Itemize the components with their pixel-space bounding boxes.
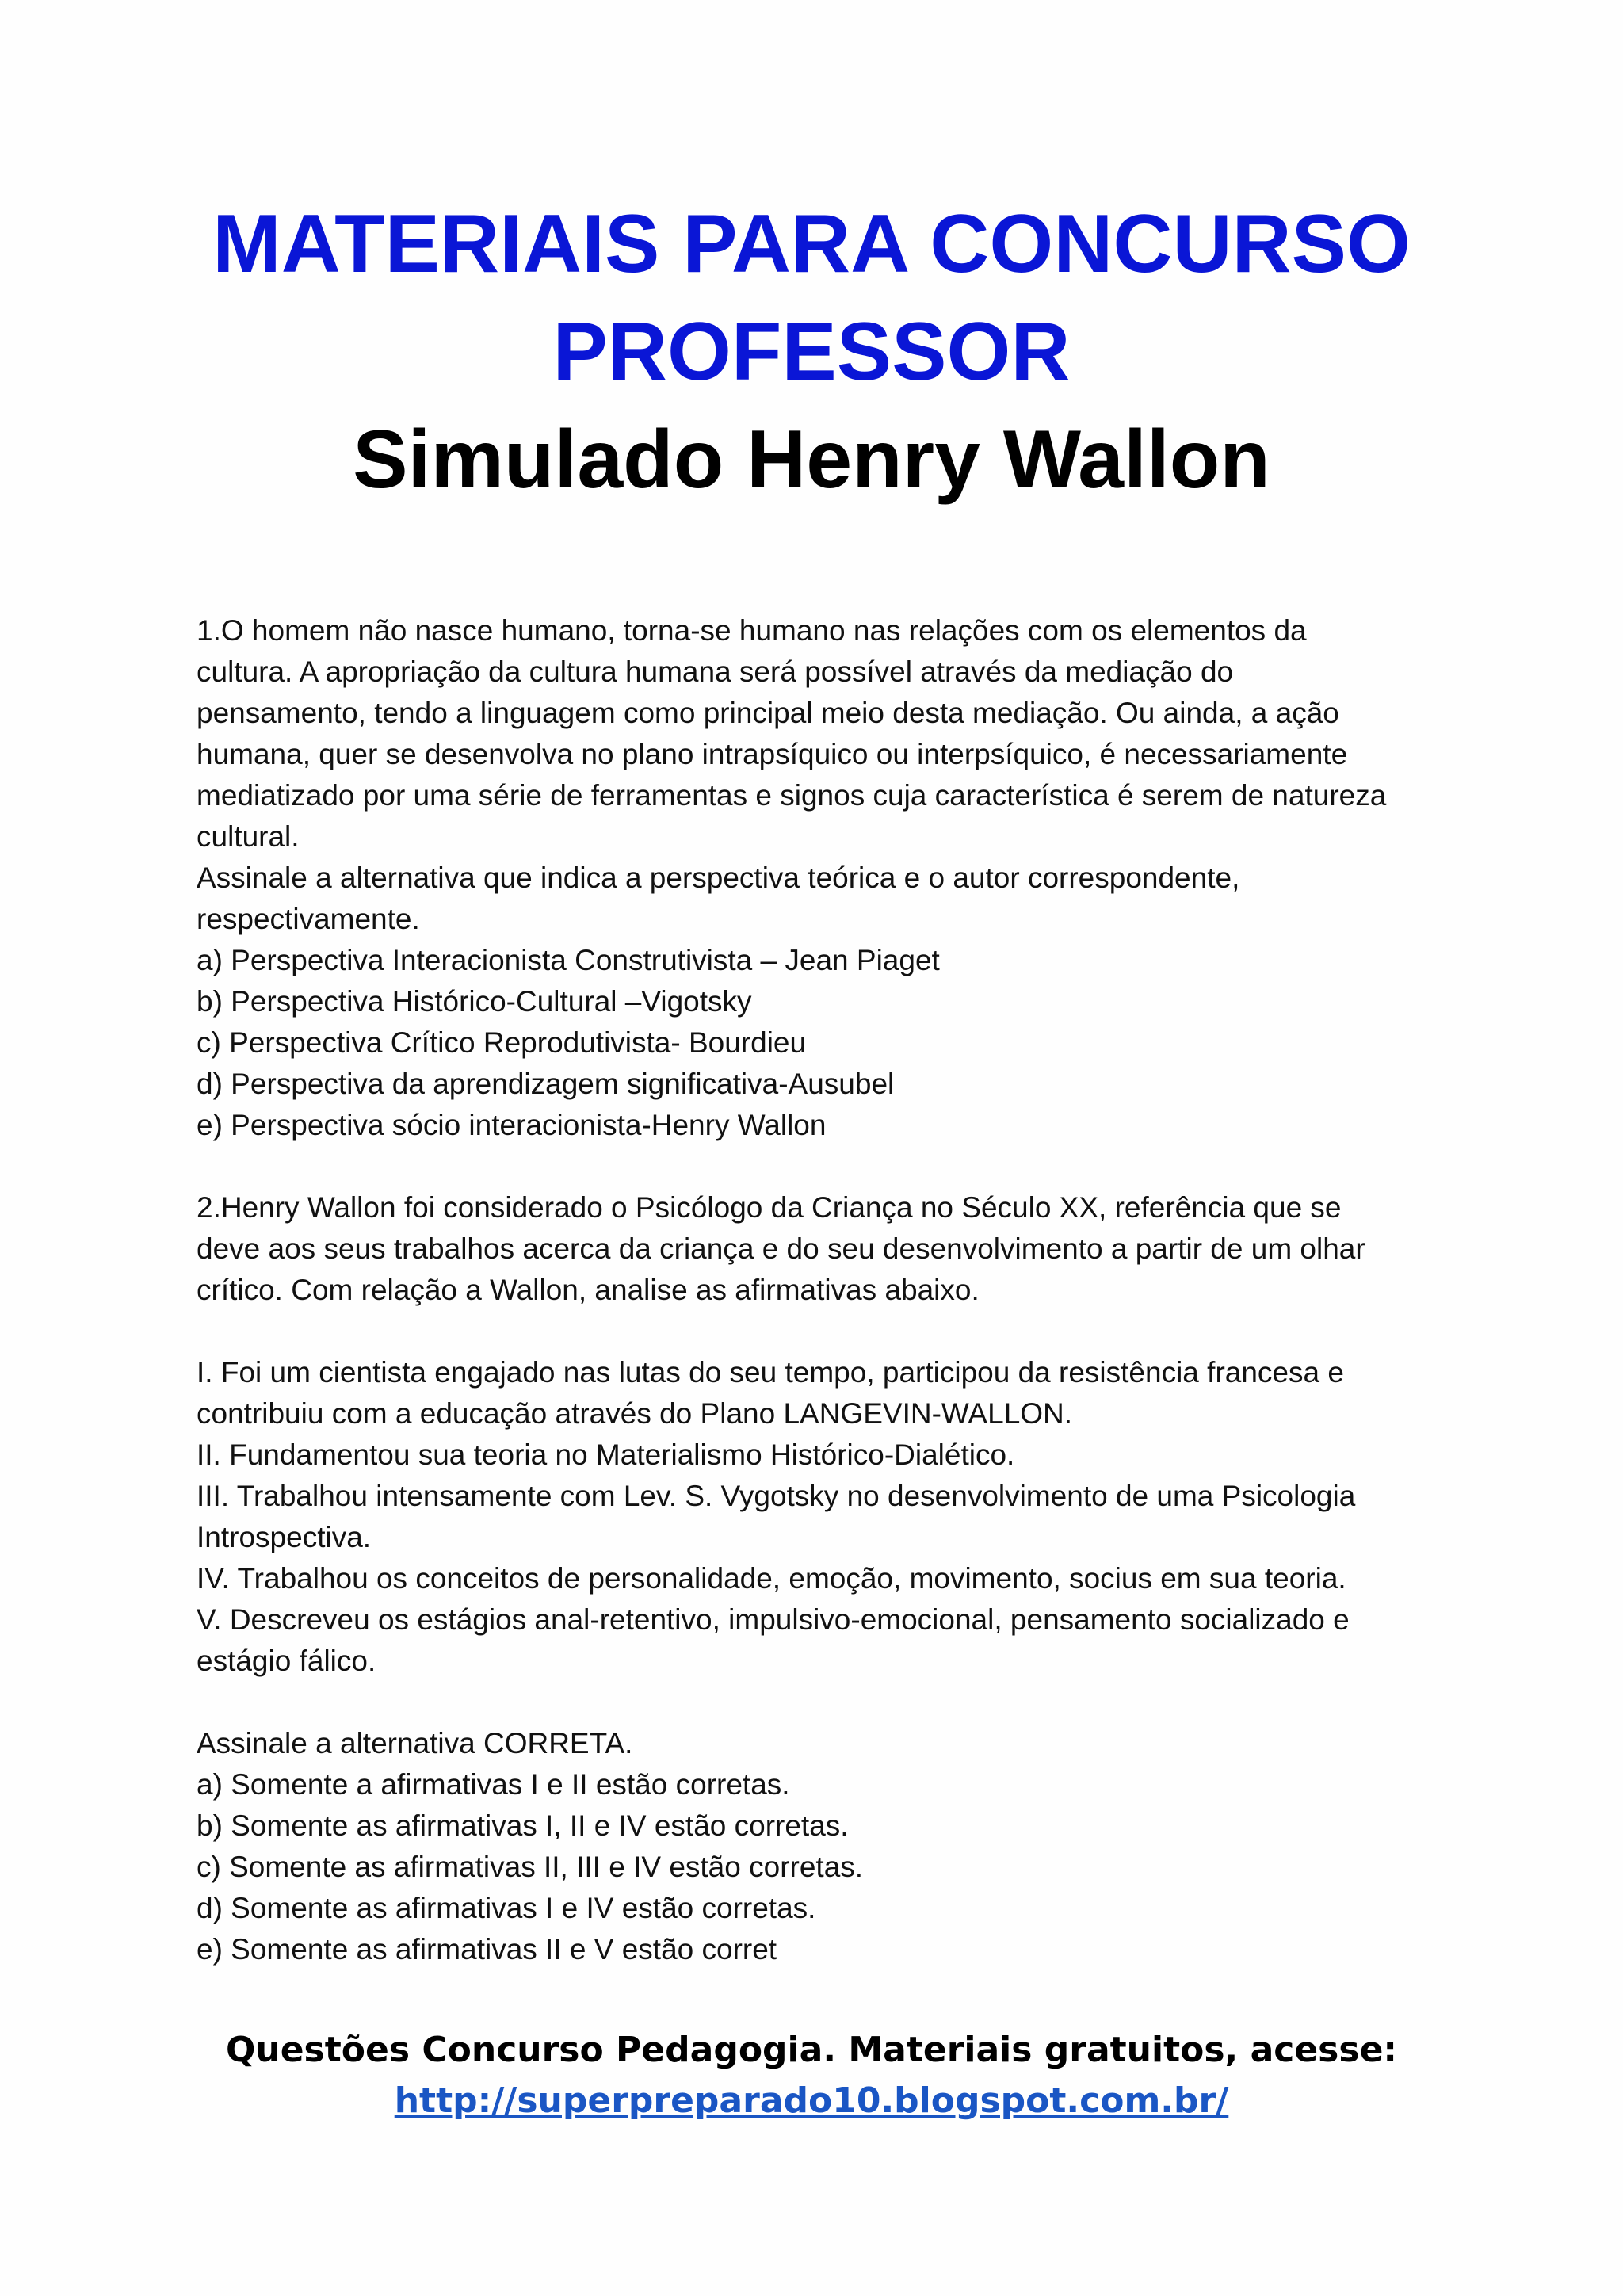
question-1-option-b: b) Perspectiva Histórico-Cultural –Vigotsky	[197, 985, 752, 1018]
question-2-line: crítico. Com relação a Wallon, analise as afirmativas abaixo.	[197, 1274, 980, 1306]
statement-line: III. Trabalhou intensamente com Lev. S. Vygotsky no desenvolvimento de uma Psicologia	[197, 1480, 1356, 1512]
statement-line: Introspectiva.	[197, 1521, 372, 1553]
question-2-option-c: c) Somente as afirmativas II, III e IV estão corretas.	[197, 1851, 864, 1883]
document-body	[197, 610, 1449, 1970]
question-1-line: Assinale a alternativa que indica a perspectiva teórica e o autor correspondente,	[197, 861, 1240, 894]
question-1-option-a: a) Perspectiva Interacionista Construtivista – Jean Piaget	[197, 944, 940, 976]
paragraph-gap	[197, 1311, 1449, 1352]
question-2-option-b: b) Somente as afirmativas I, II e IV estão corretas.	[197, 1809, 849, 1842]
question-1-line: cultura. A apropriação da cultura humana será possível através da mediação do	[197, 655, 1234, 688]
statement-line: IV. Trabalhou os conceitos de personalidade, emoção, movimento, socius em sua teoria.	[197, 1562, 1346, 1595]
page-subtitle: Simulado Henry Wallon	[353, 414, 1270, 506]
question-2-line: 2.Henry Wallon foi considerado o Psicólogo da Criança no Século XX, referência que se	[197, 1191, 1342, 1224]
footer-text: Questões Concurso Pedagogia. Materiais gratuitos, acesse:	[225, 2030, 1398, 2070]
title-block	[0, 190, 1623, 514]
footer-link[interactable]: http://superpreparado10.blogspot.com.br/	[394, 2080, 1229, 2121]
question-2-option-e: e) Somente as afirmativas II e V estão corret	[197, 1933, 777, 1966]
statement-line: I. Foi um cientista engajado nas lutas do seu tempo, participou da resistência francesa e	[197, 1356, 1344, 1389]
statement-line: V. Descreveu os estágios anal-retentivo, impulsivo-emocional, pensamento socializado e	[197, 1603, 1350, 1636]
question-1-line: humana, quer se desenvolva no plano intrapsíquico ou interpsíquico, é necessariamente	[197, 738, 1348, 770]
question-2-option-a: a) Somente a afirmativas I e II estão corretas.	[197, 1768, 790, 1801]
paragraph-gap	[197, 1682, 1449, 1723]
question-1-option-d: d) Perspectiva da aprendizagem significativa-Ausubel	[197, 1068, 895, 1100]
question-1-option-c: c) Perspectiva Crítico Reprodutivista- Bourdieu	[197, 1026, 807, 1059]
statement-line: contribuiu com a educação através do Plano LANGEVIN-WALLON.	[197, 1397, 1073, 1430]
statement-line: estágio fálico.	[197, 1645, 376, 1677]
footer	[0, 2025, 1623, 2126]
page-title-line-2: PROFESSOR	[552, 306, 1071, 398]
statement-line: II. Fundamentou sua teoria no Materialismo Histórico-Dialético.	[197, 1438, 1015, 1471]
question-1-line: 1.O homem não nasce humano, torna-se humano nas relações com os elementos da	[197, 614, 1307, 647]
question-1-line: respectivamente.	[197, 903, 420, 935]
question-1-line: cultural.	[197, 820, 300, 853]
question-1	[197, 610, 1449, 1146]
question-2-intro	[197, 1187, 1449, 1311]
question-1-options	[197, 940, 1449, 1146]
question-1-text	[197, 610, 1449, 940]
question-1-line: pensamento, tendo a linguagem como principal meio desta mediação. Ou ainda, a ação	[197, 697, 1339, 729]
paragraph-gap	[197, 1146, 1449, 1187]
question-2-answers	[197, 1723, 1449, 1970]
question-2-option-d: d) Somente as afirmativas I e IV estão corretas.	[197, 1892, 816, 1924]
question-2-statements	[197, 1352, 1449, 1682]
question-2-line: deve aos seus trabalhos acerca da criança e do seu desenvolvimento a partir de um olhar	[197, 1232, 1365, 1265]
question-1-line: mediatizado por uma série de ferramentas e signos cuja característica é serem de natureza	[197, 779, 1387, 812]
question-2	[197, 1187, 1449, 1970]
question-2-prompt: Assinale a alternativa CORRETA.	[197, 1727, 633, 1759]
page-title-line-1: MATERIAIS PARA CONCURSO	[212, 198, 1411, 290]
question-1-option-e: e) Perspectiva sócio interacionista-Henry Wallon	[197, 1109, 827, 1141]
